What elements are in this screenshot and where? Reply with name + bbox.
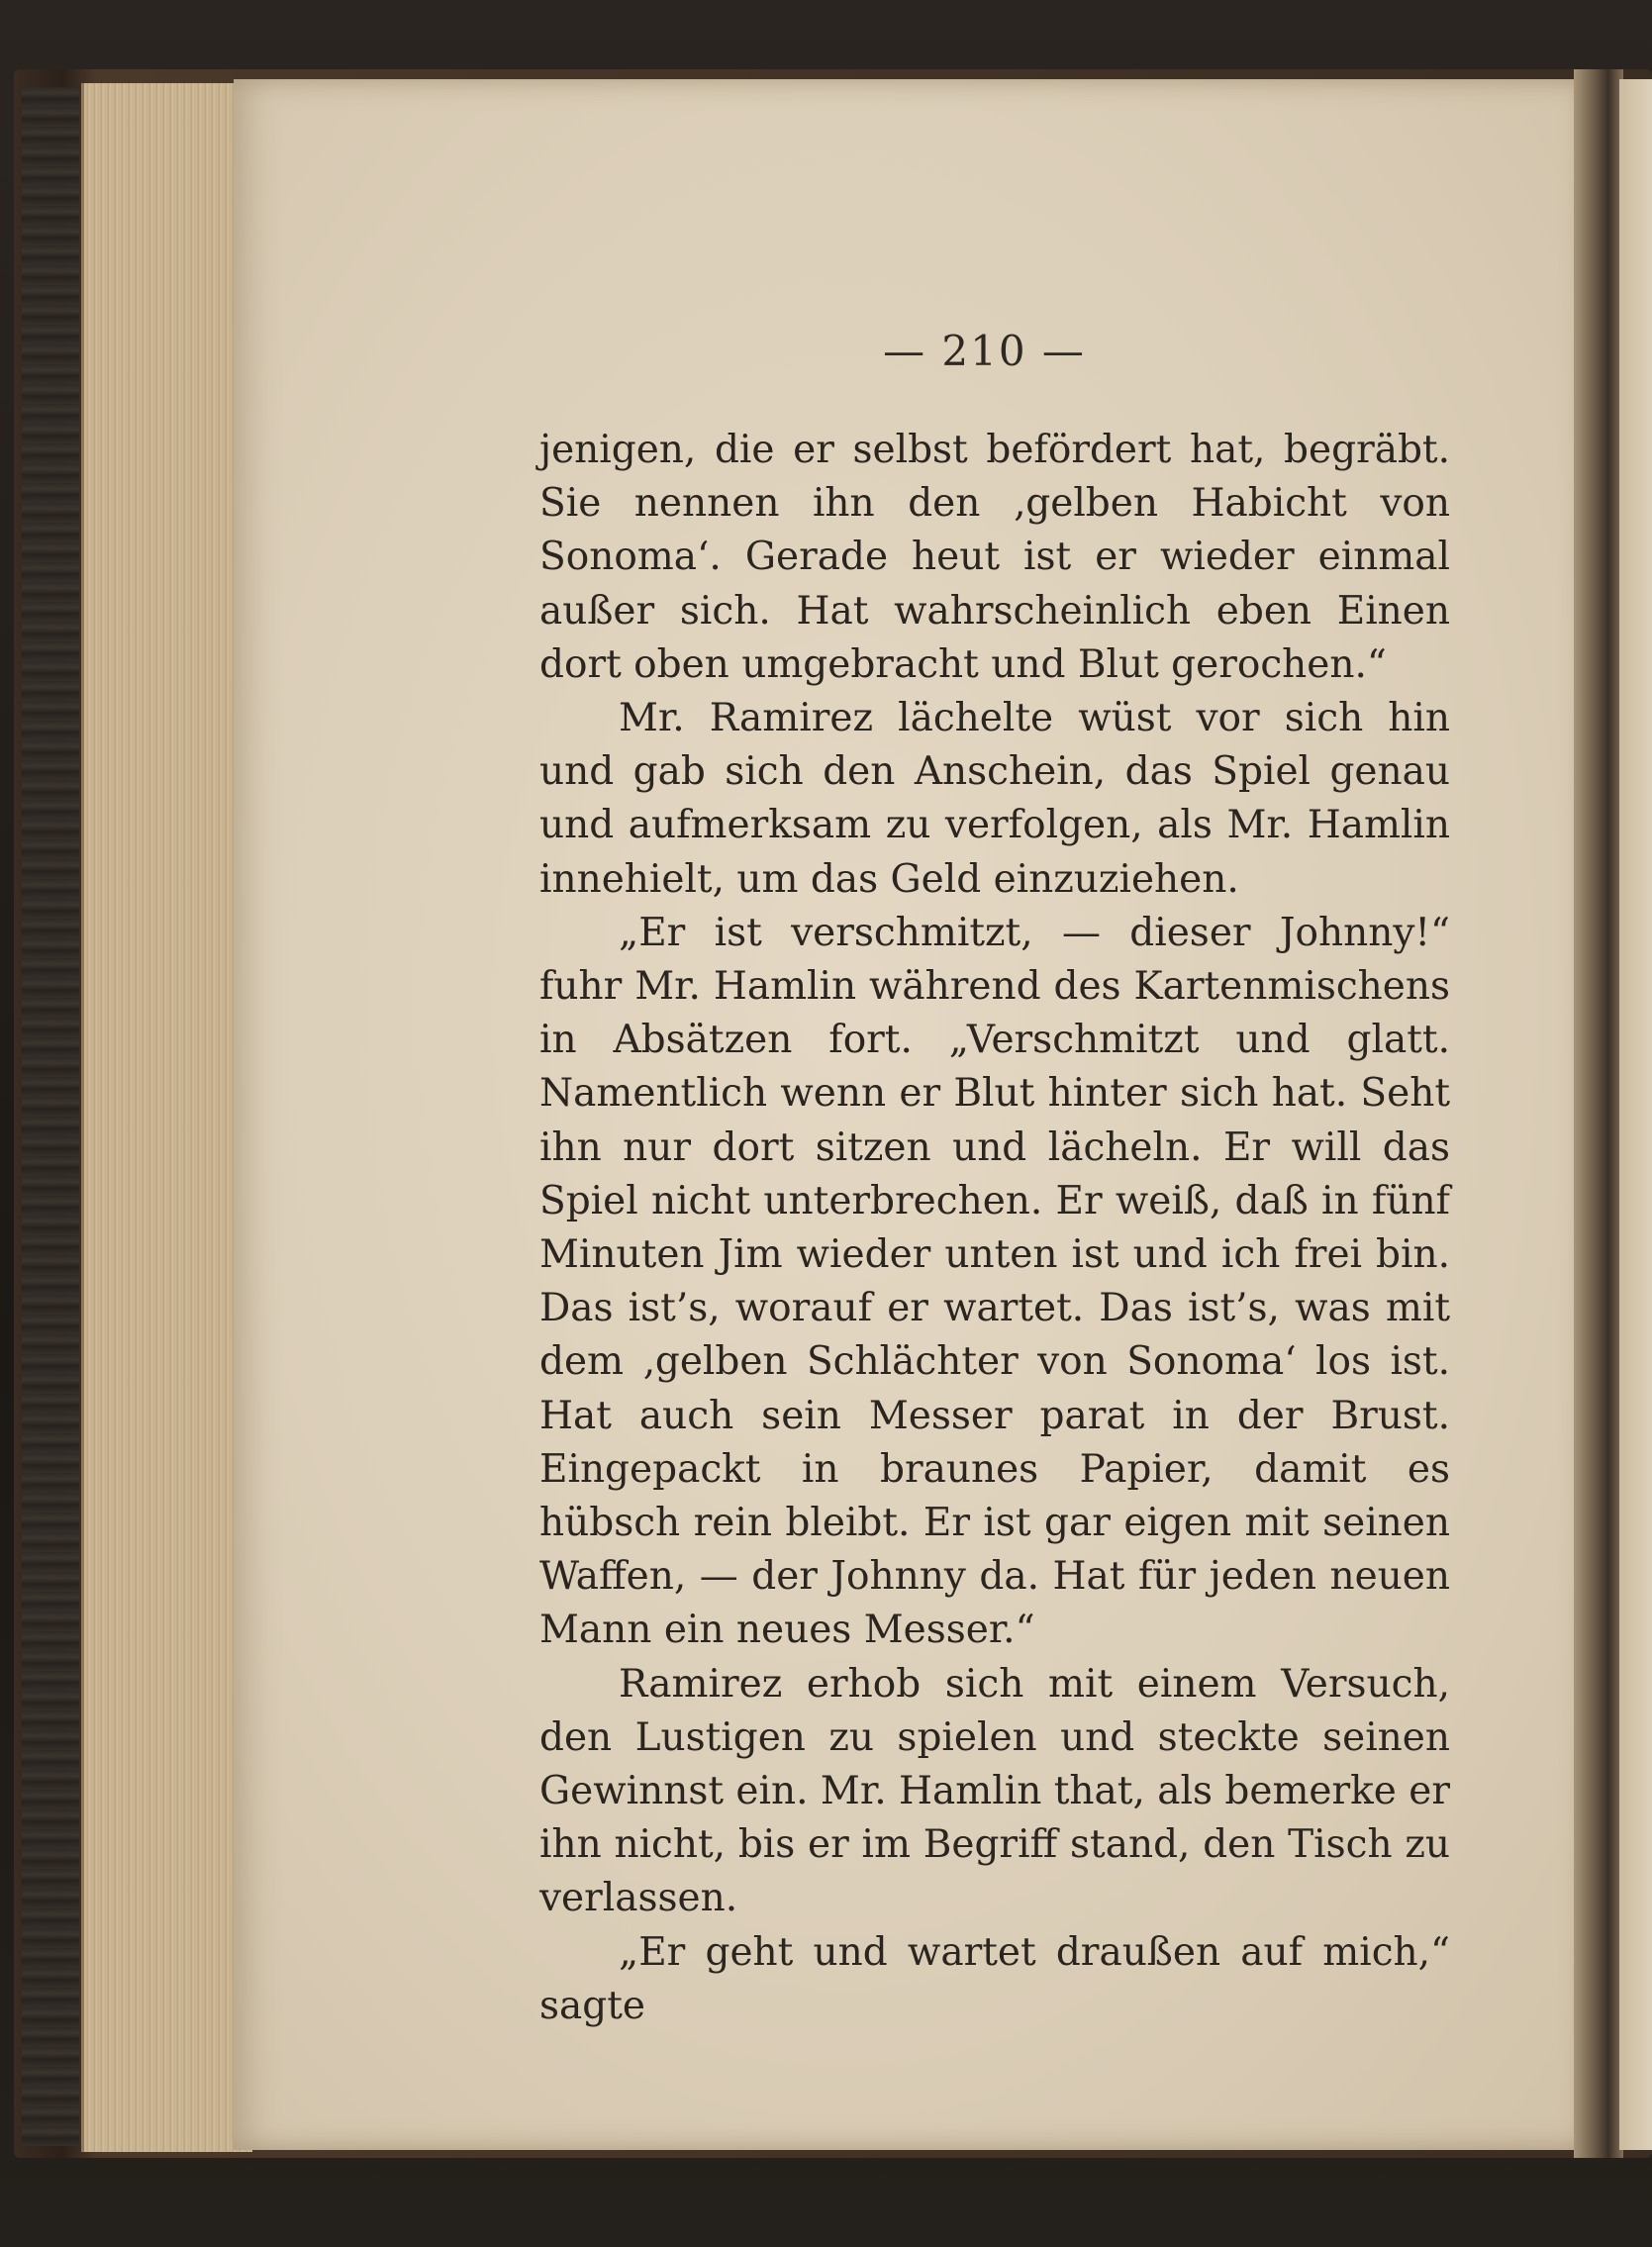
book-gutter — [1574, 69, 1623, 2158]
paragraph: Mr. Ramirez lächelte wüst vor sich hin und gab sich den Anschein, das Spiel genau und aufmerksam zu verfolgen, als Mr. Hamlin innehielt, um das Geld einzuziehen. — [539, 696, 1450, 902]
page-body-text — [539, 424, 1450, 2033]
paragraph: jenigen, die er selbst befördert hat, begräbt. Sie nennen ihn den ‚gelben Habicht von Sonoma‘. Gerade heut ist er wieder einmal außer sich. Hat wahrscheinlich eben Einen dort oben umgebracht und Blut gerochen.“ — [539, 428, 1450, 687]
page-edges-stack — [81, 83, 252, 2152]
paragraph: Ramirez erhob sich mit einem Versuch, den Lustigen zu spielen und steckte seinen Gewinnst ein. Mr. Hamlin that, als bemerke er ihn nicht, bis er im Begriff stand, den Tisch zu verlassen. — [539, 1661, 1450, 1921]
page-number: — 210 — — [883, 327, 1086, 375]
facing-page-edge — [1619, 79, 1652, 2150]
book-spine-edge — [22, 87, 79, 2146]
paragraph: „Er ist verschmitzt, — dieser Johnny!“ fuhr Mr. Hamlin während des Kartenmischens in Absätzen fort. „Verschmitzt und glatt. Namentlich wenn er Blut hinter sich hat. Seht ihn nur dort sitzen und lächeln. Er will das Spiel nicht unterbrechen. Er weiß, daß in fünf Minuten Jim wieder unten ist und ich frei bin. Das ist’s, worauf er wartet. Das ist’s, was mit dem ‚gelben Schlächter von Sonoma‘ los ist. Hat auch sein Messer parat in der Brust. Eingepackt in braunes Papier, damit es hübsch rein bleibt. Er ist gar eigen mit seinen Waffen, — der Johnny da. Hat für jeden neuen Mann ein neues Messer.“ — [539, 910, 1450, 1653]
paragraph: „Er geht und wartet draußen auf mich,“ sagte — [539, 1929, 1450, 2028]
